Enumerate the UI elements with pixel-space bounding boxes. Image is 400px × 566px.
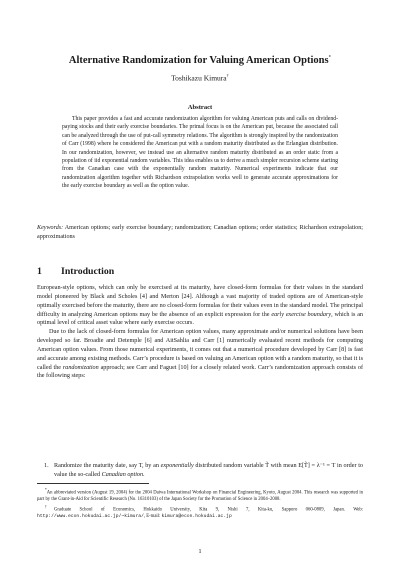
footnote-2-web-link[interactable]: http://www.econ.hokudai.ac.jp/~kimura/ [37,514,144,520]
keywords-text: American options; early exercise boundary; randomization; Canadian options; order statistics; Richardson extrapolation; approximations [37,225,363,240]
keywords-label: Keywords: [37,225,64,231]
section-title: Introduction [61,266,115,277]
section-body [37,284,363,381]
paragraph-2-emphasis: randomization [62,364,99,371]
paragraph-1-tail: , which is an optimal level of critical asset value where early exercise occurs. [37,311,364,327]
footnote-1-text: An abbreviated version (August 19, 2004) for the 2004 Daiwa International Workshop on Financial Engineering, Kyoto, August 2004. This research was supported in part by the Grant-in-Aid for Scientific Research (No. 16310103) of the Japan Society for the Promotion of Science in 2004–2008. [37,490,363,503]
paragraph-2-text: Due to the lack of closed-form formulas for American option values, many approximate and/or numerical solutions have been developed so far. Broadie and Detemple [6] and AitSahlia and Carr [1] numerically evaluated recent methods for computing American option values. From those numerical experiments, it comes out that a numerical procedure developed by Carr [8] is fast and accurate among existing methods. Carr’s procedure is based on valuing an American option with a random maturity, so that it is called the [37,329,363,371]
author-text: Toshikazu Kimura [171,73,227,83]
step-text-b: distributed random variable T̃ with mean E[T̃] = λ⁻¹ = T in order to value the so-called [54,463,363,478]
footnotes [37,483,363,521]
paper-title [0,55,400,66]
paragraph-2-tail: approach; see Carr and Faguet [10] for a closely related work. Carr’s randomization approach consists of the following steps: [37,364,363,380]
section-heading [37,266,363,277]
footnote-rule [37,483,149,484]
section-number: 1 [37,266,42,277]
footnote-1 [37,487,363,504]
paragraph-2 [37,328,363,381]
paragraph-1-emphasis: early exercise boundary [271,311,332,318]
abstract-text: This paper provides a fast and accurate randomization algorithm for valuing American puts and calls on dividend-paying stocks and their early exercise boundaries. The primal focus is on the American put, because the associated call can be analyzed through the use of put-call symmetry relations. The algorithm is strongly inspired by the randomization of Carr (1998) where he considered the American put with a random maturity distributed as the Erlangian distribution. In our randomization, however, we instead use an alternative random maturity distributed as an order static from a population of iid exponential random variables. This idea enables us to derive a much simpler recursion scheme starting from the Canadian case with the exponentially random maturity. Numerical experiments indicate that our randomization algorithm together with Richardson extrapolation works well to generate accurate approximations for the early exercise boundary as well as the option value. [62,116,338,190]
paragraph-1 [37,284,363,328]
abstract-body [62,115,338,191]
abstract-heading: Abstract [187,104,213,111]
step-emphasis: exponentially [160,463,194,469]
step-text-a: Randomize the maturity date, say T, by an [54,463,159,469]
paragraph-1-text: European-style options, which can only be exercised at its maturity, have closed-form formulas for their values in the standard model pioneered by Black and Scholes [4] and Merton [24]. Although a vast majority of traded options are of American-style optimally exercised before the maturity, there are no closed-form formulas for their values even in the standard model. The principal difficulty in analyzing American options may be the absence of an explicit expression for the [37,285,363,318]
footnote-1-mark: * [45,488,47,492]
steps-list [44,462,363,480]
footnote-2 [37,504,363,521]
step-text-c: . [143,472,145,478]
step-emphasis-2: Canadian option [101,472,144,478]
author-name [0,73,400,83]
step-text [54,462,363,480]
footnote-2-web-label: Web: [353,507,364,513]
footnote-2-email-label: , E-mail: [143,514,161,520]
step-number: 1. [44,463,49,469]
footnote-2-email-link[interactable]: kimura@econ.hokudai.ac.jp [161,514,232,520]
title-footnote-mark: * [328,55,332,61]
author-footnote-mark: † [226,73,229,78]
keywords [37,224,363,241]
list-item [44,462,363,480]
footnote-2-text: Graduate School of Economics, Hokkaido University, Kita 9, Nishi 7, Kita-ku, Sapporo 060-0809, Japan. [53,507,345,513]
title-text: Alternative Randomization for Valuing American Options [68,55,329,66]
footnote-2-mark: † [45,505,54,510]
page-number: 1 [198,548,202,555]
